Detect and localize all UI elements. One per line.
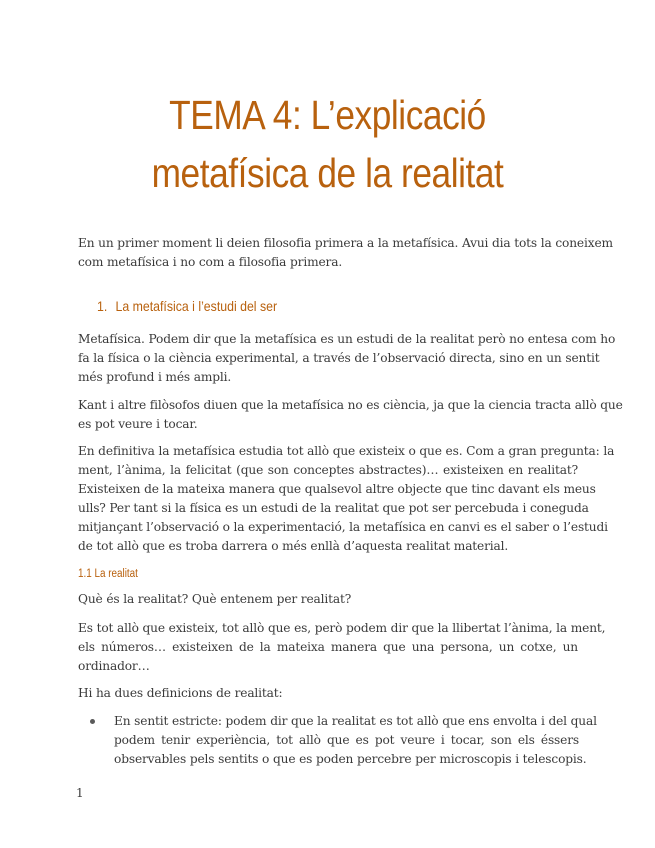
paragraph-metafisica	[78, 330, 616, 387]
section-number: 1.	[97, 298, 108, 314]
text-line: ordinador…	[78, 659, 150, 673]
bullet-text	[114, 712, 597, 769]
paragraph-kant	[78, 396, 623, 434]
text-line: mitjançant l’observació o la experimentació, la metafísica en canvi es el saber o l’estudi	[78, 520, 608, 534]
text-line: Metafísica. Podem dir que la metafísica es un estudi de la realitat però no entesa com ho	[78, 332, 616, 346]
text-line: En un primer moment li deien filosofia primera a la metafísica. Avui dia tots la coneixem	[78, 236, 613, 250]
paragraph-definicions	[78, 684, 578, 703]
page-number: 1	[76, 786, 84, 800]
intro-paragraph	[78, 234, 613, 272]
text-line: Kant i altre filòsofos diuen que la metafísica no es ciència, ja que la ciencia tracta allò que	[78, 398, 623, 412]
text-line: Existeixen de la mateixa manera que qualsevol altre objecte que tinc davant els meus	[78, 482, 596, 496]
paragraph-existeix	[78, 619, 606, 676]
text-line: més profund i més ampli.	[78, 370, 232, 384]
text-line: En sentit estricte: podem dir que la realitat es tot allò que ens envolta i del qual	[114, 714, 597, 728]
text-line: ulls? Per tant si la física es un estudi de la realitat que pot ser percebuda i coneguda	[78, 501, 589, 515]
page-title	[46, 86, 609, 202]
text-line: observables pels sentits o que es poden percebre per microscopis i telescopis.	[114, 752, 587, 766]
text-line: Què és la realitat? Què entenem per realitat?	[78, 592, 352, 606]
text-line: Es tot allò que existeix, tot allò que es, però podem dir que la llibertat l’ànima, la ment,	[78, 621, 606, 635]
text-line: podem tenir experiència, tot allò que es pot veure i tocar, son els éssers	[114, 733, 579, 747]
text-line: de tot allò que es troba darrera o més enllà d’aquesta realitat material.	[78, 539, 509, 553]
page-title-line-2: metafísica de la realitat	[151, 150, 504, 196]
section-heading-1-1: 1.1 La realitat	[78, 568, 138, 580]
bullet-icon	[90, 719, 95, 724]
section-heading-1	[97, 296, 277, 316]
paragraph-question	[78, 590, 578, 609]
text-line: fa la física o la ciència experimental, a través de l’observació directa, sino en un sentit	[78, 351, 600, 365]
paragraph-definitiva	[78, 442, 615, 556]
page-title-line-1: TEMA 4: L’explicació	[169, 92, 486, 138]
text-line: Hi ha dues definicions de realitat:	[78, 686, 283, 700]
text-line: ment, l’ànima, la felicitat (que son conceptes abstractes)… existeixen en realitat?	[78, 463, 578, 477]
text-line: com metafísica i no com a filosofia primera.	[78, 255, 343, 269]
text-line: En definitiva la metafísica estudia tot allò que existeix o que es. Com a gran pregunta: la	[78, 444, 615, 458]
text-line: es pot veure i tocar.	[78, 417, 198, 431]
section-title: La metafísica i l’estudi del ser	[115, 298, 278, 314]
text-line: els números… existeixen de la mateixa manera que una persona, un cotxe, un	[78, 640, 578, 654]
